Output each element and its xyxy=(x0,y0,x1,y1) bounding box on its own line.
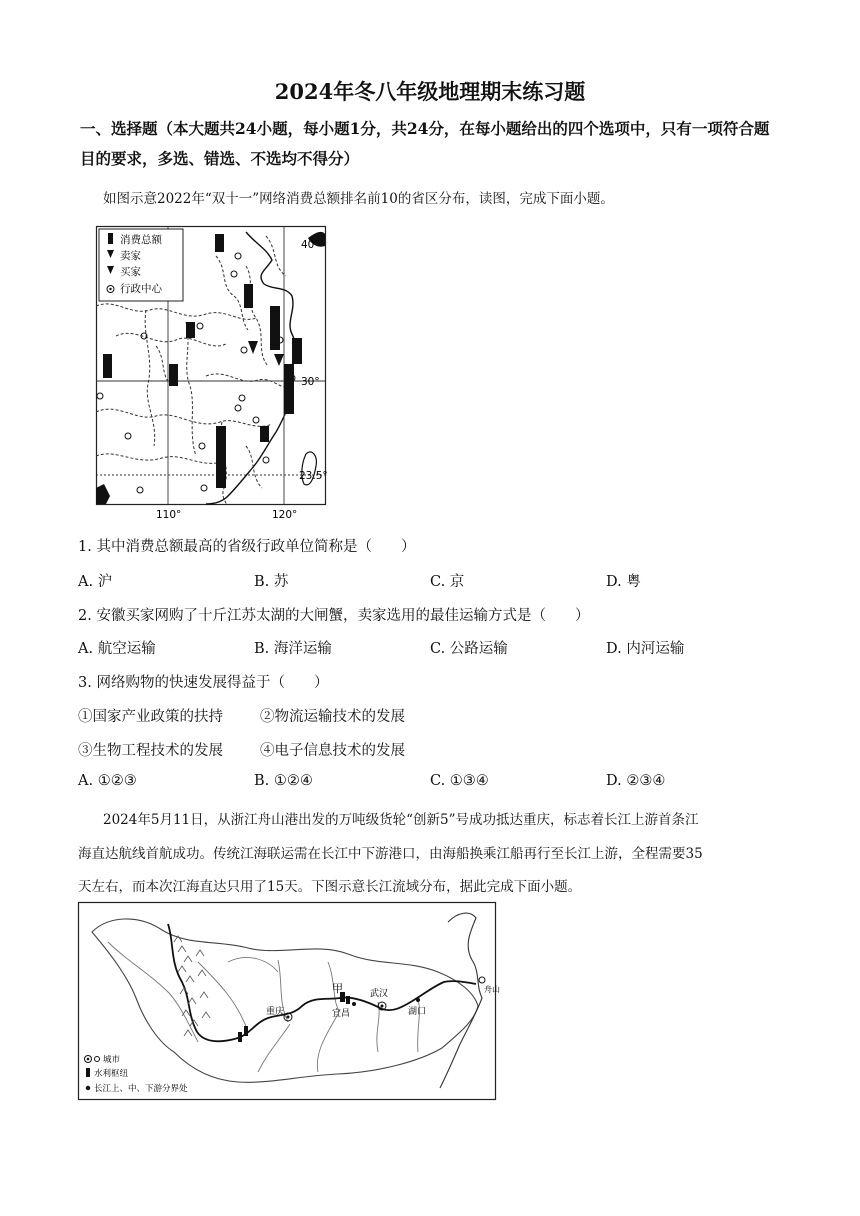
legend-seller: 卖家 xyxy=(120,250,141,262)
lat-label-40: 40° xyxy=(301,239,320,251)
label-hukou: 湖口 xyxy=(408,1007,427,1017)
lon-label-120: 120° xyxy=(272,509,298,521)
label-jia: 甲 xyxy=(332,982,343,995)
section-heading: 一、选择题（本大题共24小题，每小题1分，共24分，在每小题给出的四个选项中，只有一项符合题目的要求，多选、错选、不选均不得分） xyxy=(80,119,770,168)
intro-text-1: 如图示意2022年“双十一”网络消费总额排名前10的省区分布，读图，完成下面小题。 xyxy=(103,191,614,207)
yangtze-basin-map xyxy=(78,902,500,1100)
q3-option-b: B. ①②④ xyxy=(254,773,313,789)
q2-option-d: D. 内河运输 xyxy=(606,641,685,657)
question-3-stem: 3. 网络购物的快速发展得益于（ ） xyxy=(78,675,329,691)
page-title: 2024年冬八年级地理期末练习题 xyxy=(274,79,586,104)
question-1-stem: 1. 其中消费总额最高的省级行政单位简称是（ ） xyxy=(78,539,416,555)
q1-option-b: B. 苏 xyxy=(254,574,289,590)
lat-label-30: 30° xyxy=(301,376,320,388)
legend-dam: 水利枢纽 xyxy=(94,1069,129,1079)
q1-option-a: A. 沪 xyxy=(78,574,113,590)
consumption-map xyxy=(96,226,326,522)
intro-text-2-line-1: 2024年5月11日，从浙江舟山港出发的万吨级货轮“创新5”号成功抵达重庆，标志着长江上游首条江 xyxy=(103,812,699,828)
q3-option-c: C. ①③④ xyxy=(430,773,489,789)
legend-boundary-point: 长江上、中、下游分界处 xyxy=(94,1084,188,1094)
legend-city: 城市 xyxy=(103,1055,121,1065)
q3-statement-4: ④电子信息技术的发展 xyxy=(260,743,405,759)
question-2-stem: 2. 安徽买家网购了十斤江苏太湖的大闸蟹，卖家选用的最佳运输方式是（ ） xyxy=(78,608,590,624)
q3-statement-1: ①国家产业政策的扶持 xyxy=(78,709,223,725)
q3-statement-2: ②物流运输技术的发展 xyxy=(260,709,405,725)
label-zhoushan: 舟山 xyxy=(484,985,500,994)
legend-consumption: 消费总额 xyxy=(120,234,162,246)
q2-option-c: C. 公路运输 xyxy=(430,641,508,657)
intro-text-2-line-2: 海直达航线首航成功。传统江海联运需在长江中下游港口，由海船换乘江船再行至长江上游，全程需要35 xyxy=(78,846,703,862)
label-yichang: 宜昌 xyxy=(332,1009,351,1019)
q2-option-a: A. 航空运输 xyxy=(78,641,156,657)
q3-option-d: D. ②③④ xyxy=(606,773,666,789)
lat-label-23-5: 23.5° xyxy=(299,470,328,482)
q3-option-a: A. ①②③ xyxy=(78,773,137,789)
label-wuhan: 武汉 xyxy=(370,989,389,999)
label-chongqing: 重庆 xyxy=(266,1007,285,1017)
lon-label-110: 110° xyxy=(156,509,182,521)
q1-option-d: D. 粤 xyxy=(606,574,641,590)
intro-text-2-line-3: 天左右，而本次江海直达只用了15天。下图示意长江流域分布，据此完成下面小题。 xyxy=(78,879,582,895)
q1-option-c: C. 京 xyxy=(430,574,465,590)
q3-statement-3: ③生物工程技术的发展 xyxy=(78,743,223,759)
q2-option-b: B. 海洋运输 xyxy=(254,641,332,657)
legend-buyer: 买家 xyxy=(120,266,141,278)
legend-admin-center: 行政中心 xyxy=(120,283,162,295)
